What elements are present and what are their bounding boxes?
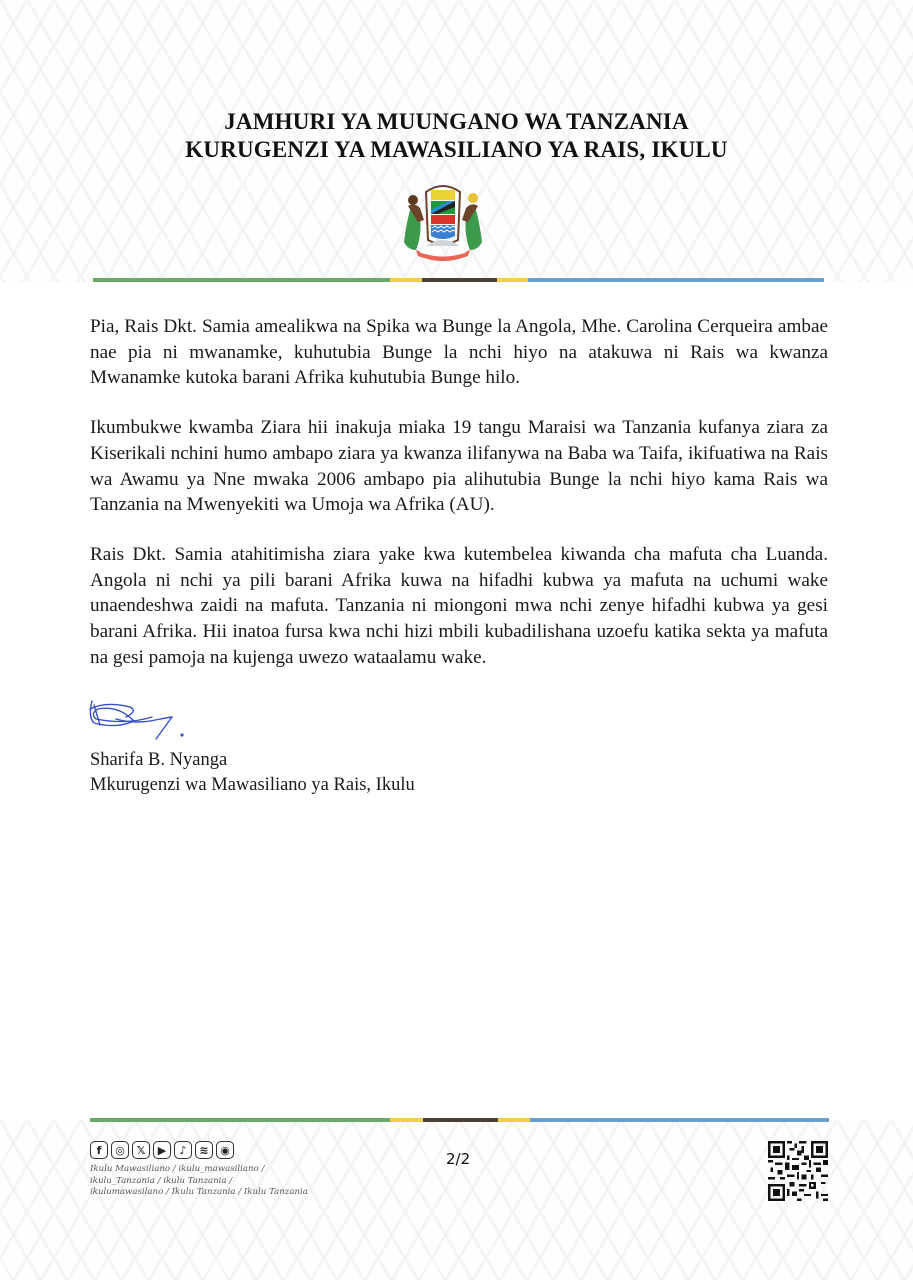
x-icon[interactable]: 𝕏 [132,1141,150,1159]
paragraph-2: Ikumbukwe kwamba Ziara hii inakuja miaka 19 tangu Maraisi wa Tanzania kufanya ziara za Kiserikali nchini humo ambapo ziara ya kwanza ilifanywa na Baba wa Taifa, ikifuatiwa na Rais wa Awamu ya Nne mwaka 2006 ambapo pia alihutubia Bunge la nchi hiyo kama Rais wa Tanzania na Mwenyekiti wa Umoja wa Afrika (AU). [90,417,828,516]
social-handles-line: Ikulu Mawasiliano / ikulu_mawasiliano / [90,1164,265,1174]
coat-of-arms-icon [398,180,488,264]
handwritten-signature [86,695,196,745]
social-handles-line: ikulu_Tanzania / ikulu Tanzania / [90,1175,233,1186]
divider-segment-blue [528,278,824,282]
qr-code-icon[interactable] [768,1141,828,1201]
letterhead-line-2: KURUGENZI YA MAWASILIANO YA RAIS, IKULU [185,137,728,162]
letterhead-line-1: JAMHURI YA MUUNGANO WA TANZANIA [224,109,689,134]
social-media-icons [90,1141,234,1159]
divider-segment-blue [530,1118,829,1122]
page-number: 2/2 [446,1150,471,1168]
tiktok-icon[interactable]: ♪ [174,1141,192,1159]
instagram-icon[interactable]: ◎ [111,1141,129,1159]
letter-body [90,314,828,694]
divider-segment-green [90,1118,390,1122]
signatory-block [90,748,415,798]
letterhead [0,108,913,164]
youtube-icon[interactable]: ▶ [153,1141,171,1159]
divider-segment-black [423,1118,499,1122]
signatory-title: Mkurugenzi wa Mawasiliano ya Rais, Ikulu [90,775,415,795]
spotify-icon[interactable]: ≋ [195,1141,213,1159]
divider-segment-yellow [498,1118,529,1122]
divider-segment-green [93,278,390,282]
social-handles [90,1164,310,1199]
divider-segment-black [422,278,497,282]
paragraph-3: Rais Dkt. Samia atahitimisha ziara yake kwa kutembelea kiwanda cha mafuta cha Luanda. Angola ni nchi ya pili barani Afrika kuwa na hifadhi kubwa ya mafuta na uchumi wake unaendeshwa zaidi na mafuta. Tanzania ni miongoni mwa nchi zenye hifadhi kubwa ya gesi barani Afrika. Hii inatoa fursa kwa nchi hizi mbili kubadilishana uzoefu katika sekta ya mafuta na gesi pamoja na kujenga uwezo wataalamu wake. [90,543,828,668]
paragraph-1: Pia, Rais Dkt. Samia amealikwa na Spika wa Bunge la Angola, Mhe. Carolina Cerqueira ambae nae pia ni mwanamke, kuhutubia Bunge la nchi hiyo na atakuwa ni Rais wa kwanza Mwanamke kutoka barani Afrika kuhutubia Bunge hilo. [90,316,828,389]
footer-divider [90,1118,829,1122]
divider-segment-yellow [390,278,422,282]
social-handles-line: ikulumawasilano / Ikulu Tanzania / Ikulu Tanzania [90,1187,308,1197]
facebook-icon[interactable]: f [90,1141,108,1159]
divider-segment-yellow [390,1118,422,1122]
header-divider [93,278,824,282]
divider-segment-yellow [497,278,528,282]
signatory-name: Sharifa B. Nyanga [90,750,228,770]
podcast-icon[interactable]: ◉ [216,1141,234,1159]
